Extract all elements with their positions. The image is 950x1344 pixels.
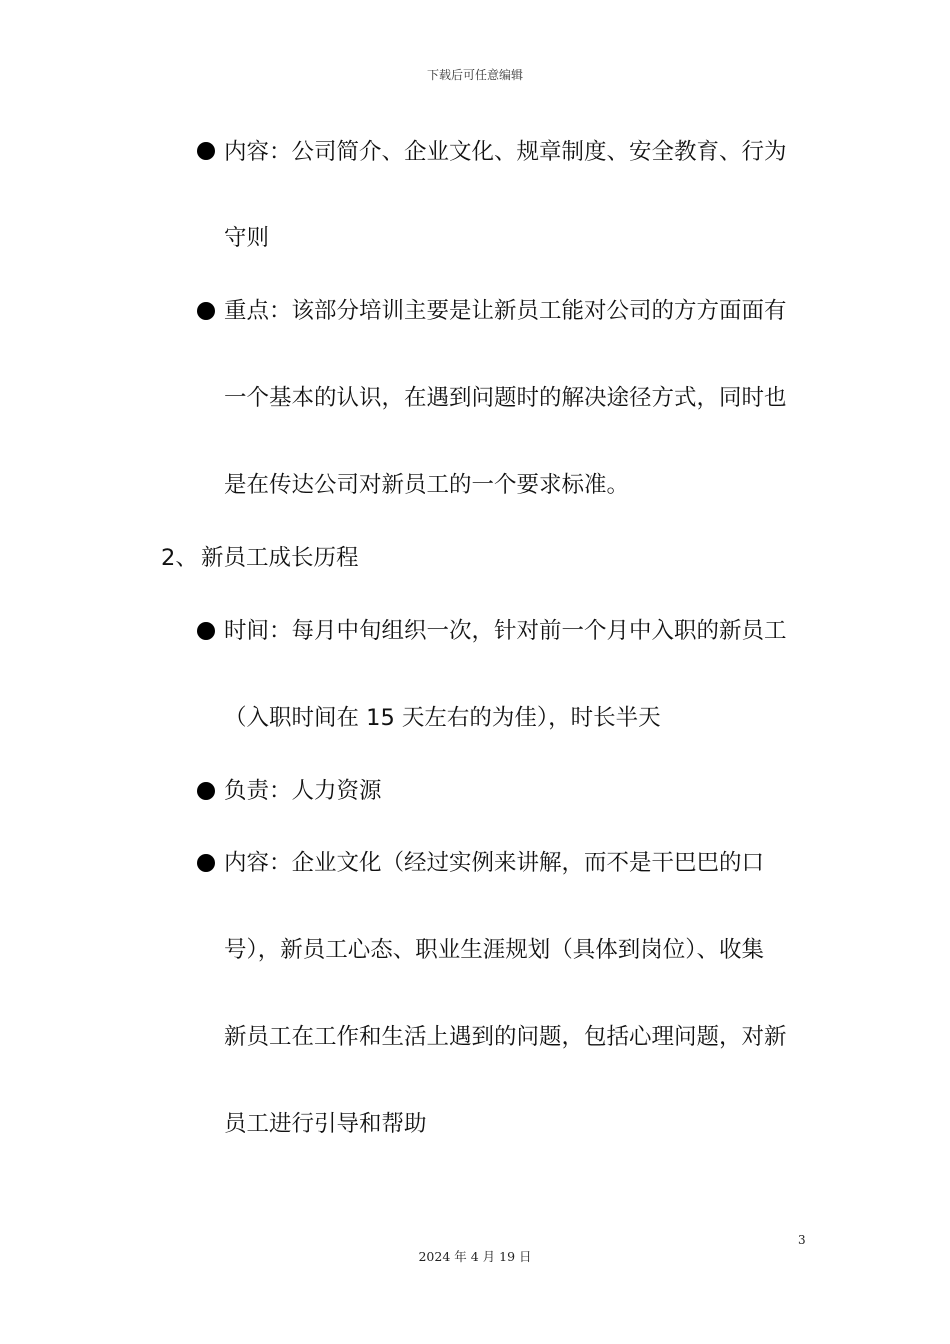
paragraph-line: 号），新员工心态、职业生涯规划（具体到岗位）、收集 [224, 937, 765, 963]
paragraph-line: 新员工在工作和生活上遇到的问题，包括心理问题，对新 [224, 1024, 787, 1050]
page-number: 3 [798, 1233, 806, 1247]
paragraph-line: 一个基本的认识，在遇到问题时的解决途径方式，同时也 [224, 385, 787, 411]
paragraph-line: 是在传达公司对新员工的一个要求标准。 [224, 472, 630, 498]
section-title: 新员工成长历程 [201, 545, 359, 571]
paragraph-line: （入职时间在 15 天左右的为佳），时长半天 [224, 705, 661, 731]
paragraph-line: 重点：该部分培训主要是让新员工能对公司的方方面面有 [224, 298, 787, 324]
paragraph-line: 内容：公司简介、企业文化、规章制度、安全教育、行为 [224, 139, 787, 165]
bullet-icon [197, 854, 215, 872]
page-header: 下载后可任意编辑 [426, 68, 523, 82]
paragraph-line: 员工进行引导和帮助 [224, 1111, 427, 1137]
bullet-icon [197, 142, 215, 160]
paragraph-line: 负责：人力资源 [224, 778, 382, 804]
paragraph-line: 内容：企业文化（经过实例来讲解，而不是干巴巴的口 [224, 850, 765, 876]
bullet-icon [197, 782, 215, 800]
section-number: 2、 [161, 545, 198, 571]
paragraph-line: 时间：每月中旬组织一次，针对前一个月中入职的新员工 [224, 618, 787, 644]
footer-date: 2024 年 4 月 19 日 [418, 1249, 532, 1264]
bullet-icon [197, 302, 215, 320]
bullet-icon [197, 622, 215, 640]
paragraph-line: 守则 [224, 225, 270, 251]
